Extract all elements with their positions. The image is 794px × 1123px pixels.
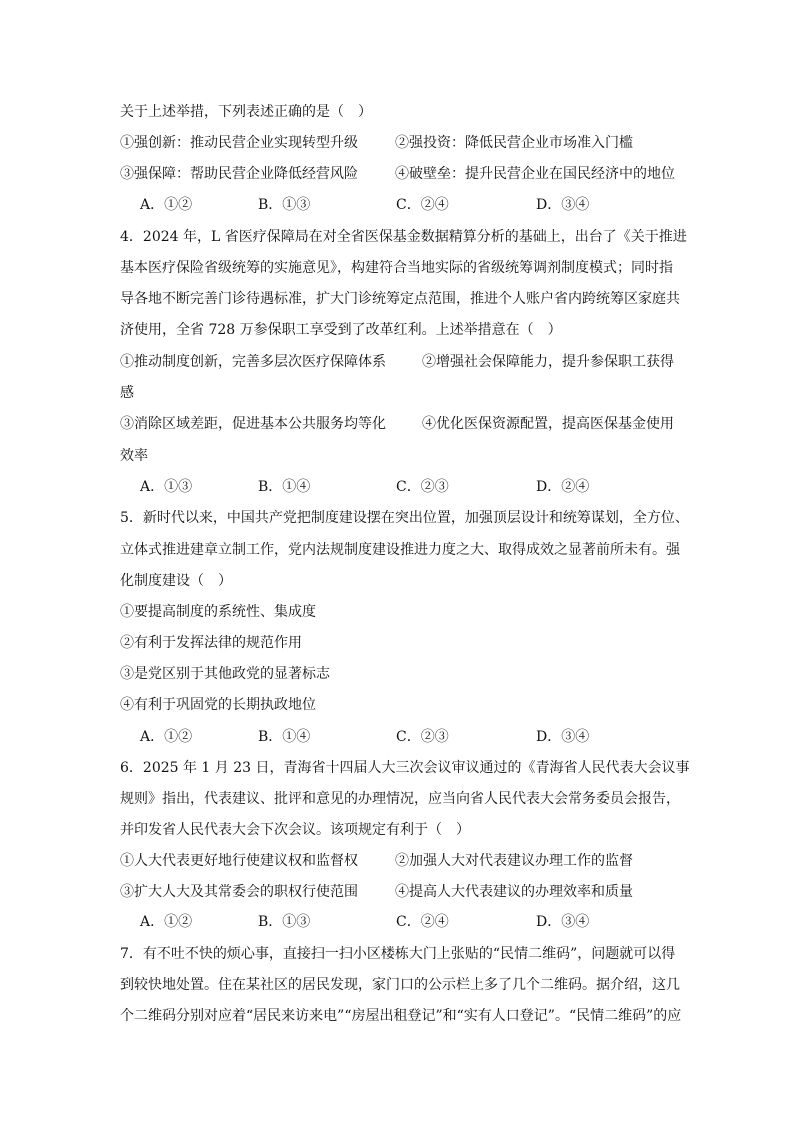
q6-option-1: ①人大代表更好地行使建议权和监督权 (120, 853, 358, 869)
q4-options-row1 (120, 352, 680, 372)
q4-stem-line-4: 济使用，全省 728 万参保职工享受到了改革红利。上述举措意在（ ） (120, 322, 562, 338)
q5-option-4: ④有利于巩固党的长期执政地位 (120, 697, 316, 713)
q4-choice-d: D．②④ (536, 479, 590, 495)
q7-stem-line-3: 个二维码分别对应着“居民来访来电”“房屋出租登记”和“实有人口登记”。“民情二维码”的应 (120, 1008, 682, 1024)
q5-stem-line-2: 立体式推进建章立制工作，党内法规制度建设推进力度之大、取得成效之显著前所未有。强 (120, 542, 680, 558)
q3-choices (140, 195, 660, 215)
q6-option-3: ③扩大人大及其常委会的职权行使范围 (120, 884, 358, 900)
q5-choices (140, 727, 660, 747)
q6-option-4: ④提高人大代表建议的办理效率和质量 (395, 884, 633, 900)
q5-option-1: ①要提高制度的系统性、集成度 (120, 604, 316, 620)
q3-choice-a: A．①② (140, 197, 193, 213)
q4-option-2: ②增强社会保障能力，提升参保职工获得 (422, 354, 674, 370)
q4-option-3: ③消除区域差距，促进基本公共服务均等化 (120, 416, 386, 432)
q6-choice-d: D．③④ (536, 914, 590, 930)
q4-choice-a: A．①③ (140, 479, 193, 495)
q6-stem-line-2: 规则》指出，代表建议、批评和意见的办理情况，应当向省人民代表大会常务委员会报告， (120, 791, 680, 807)
q4-choice-c: C．②③ (396, 479, 449, 495)
q4-choice-b: B．①④ (258, 479, 311, 495)
q4-option-4-continued: 效率 (120, 448, 148, 464)
q4-options-row2 (120, 414, 680, 434)
q6-options-row1 (120, 851, 680, 871)
q4-choices (140, 477, 660, 497)
q5-choice-b: B．①④ (258, 729, 311, 745)
q4-option-1: ①推动制度创新，完善多层次医疗保障体系 (120, 354, 386, 370)
q4-stem-line-2: 基本医疗保险省级统筹的实施意见》，构建符合当地实际的省级统筹调剂制度模式；同时指 (120, 260, 673, 276)
q5-stem-line-3: 化制度建设（ ） (120, 573, 232, 589)
q7-stem-line-1: 7．有不吐不快的烦心事，直接扫一扫小区楼栋大门上张贴的“民情二维码”，问题就可以得 (120, 946, 676, 962)
q3-option-2: ②强投资：降低民营企业市场准入门槛 (395, 135, 633, 151)
q6-stem-line-3: 并印发省人民代表大会下次会议。该项规定有利于（ ） (120, 822, 470, 838)
q6-choice-b: B．①③ (258, 914, 311, 930)
q3-options-row2 (120, 164, 680, 184)
q3-choice-d: D．③④ (536, 197, 590, 213)
q3-option-4: ④破壁垒：提升民营企业在国民经济中的地位 (395, 166, 675, 182)
q5-stem-line-1: 5．新时代以来，中国共产党把制度建设摆在突出位置，加强顶层设计和统筹谋划，全方位、 (120, 510, 689, 526)
q3-choice-b: B．①③ (258, 197, 311, 213)
q7-stem-line-2: 到较快地处置。住在某社区的居民发现，家门口的公示栏上多了几个二维码。据介绍，这几 (120, 977, 680, 993)
q3-option-1: ①强创新：推动民营企业实现转型升级 (120, 135, 358, 151)
q3-choice-c: C．②④ (396, 197, 449, 213)
q6-options-row2 (120, 882, 680, 902)
q6-stem-line-1: 6．2025 年 1 月 23 日，青海省十四届人大三次会议审议通过的《青海省人民代表大会议事 (120, 760, 690, 776)
q4-option-4: ④优化医保资源配置，提高医保基金使用 (422, 416, 674, 432)
q5-choice-a: A．①② (140, 729, 193, 745)
q6-option-2: ②加强人大对代表建议办理工作的监督 (395, 853, 633, 869)
q4-stem-line-1: 4．2024 年，L 省医疗保障局在对全省医保基金数据精算分析的基础上，出台了《关于推进 (120, 229, 687, 245)
q6-choice-c: C．②④ (396, 914, 449, 930)
q5-option-2: ②有利于发挥法律的规范作用 (120, 635, 302, 651)
q5-option-3: ③是党区别于其他政党的显著标志 (120, 666, 330, 682)
q6-choices (140, 912, 660, 932)
q3-option-3: ③强保障：帮助民营企业降低经营风险 (120, 166, 358, 182)
q5-choice-c: C．②③ (396, 729, 449, 745)
q3-stem: 关于上述举措，下列表述正确的是（ ） (120, 104, 372, 120)
q5-choice-d: D．③④ (536, 729, 590, 745)
q4-stem-line-3: 导各地不断完善门诊待遇标准，扩大门诊统筹定点范围，推进个人账户省内跨统筹区家庭共 (120, 291, 680, 307)
q4-option-2-continued: 感 (120, 385, 134, 401)
q6-choice-a: A．①② (140, 914, 193, 930)
q3-options-row1 (120, 133, 680, 153)
